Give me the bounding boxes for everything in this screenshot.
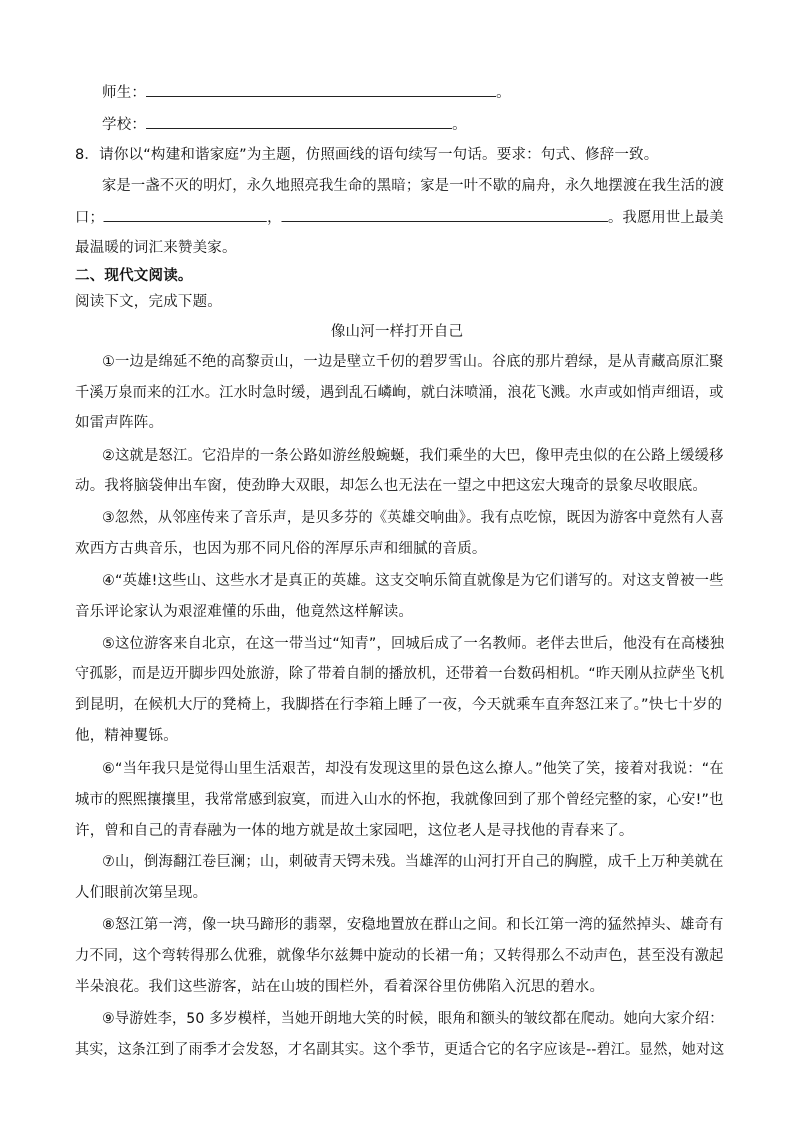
para-8-line-1: ⑧怒江第一湾，像一块马蹄形的翡翠，安稳地置放在群山之间。和长江第一湾的猛然掉头、雄奇有 [102, 917, 724, 933]
para-5-line-3: 到昆明，在候机大厅的凳椅上，我脚搭在行李箱上睡了一夜，今天就乘车直奔怒江来了。”快七十岁的 [75, 697, 723, 713]
school-line [102, 114, 467, 135]
school-line-end: 。 [452, 117, 467, 133]
question-8: 8．请你以“构建和谐家庭”为主题，仿照画线的语句续写一句话。要求：句式、修辞一致。 [75, 147, 659, 163]
para-1-line-2: 千溪万泉而来的江水。江水时急时缓，遇到乱石嶙峋，就白沫喷涌，浪花飞溅。水声或如悄声细语，或 [75, 385, 724, 401]
para-2-line-1: ②这就是怒江。它沿岸的一条公路如游丝般蜿蜒，我们乘坐的大巴，像甲壳虫似的在公路上缓缓移 [102, 448, 724, 464]
q8-line2-end: 。我愿用世上最美 [608, 210, 724, 226]
para-3-line-1: ③忽然，从邻座传来了音乐声，是贝多芬的《英雄交响曲》。我有点吃惊，既因为游客中竟然有人喜 [102, 510, 725, 526]
q8-prompt-line-3: 最温暖的词汇来赞美家。 [75, 240, 237, 256]
para-5-line-4: 他，精神矍铄。 [75, 728, 178, 744]
para-6-line-1: ⑥“当年我只是觉得山里生活艰苦，却没有发现这里的景色这么撩人。”他笑了笑，接着对我说：“在 [102, 761, 724, 777]
q8-answer-blank-2[interactable] [282, 207, 608, 222]
para-5-line-1: ⑤这位游客来自北京，在这一带当过“知青”，回城后成了一名教师。老伴去世后，他没有在高楼独 [102, 636, 725, 652]
para-3-line-2: 欢西方古典音乐，也因为那不同凡俗的浑厚乐声和细腻的音质。 [75, 541, 487, 557]
para-9-line-1: ⑨导游姓李，50 多岁模样，当她开朗地大笑的时候，眼角和额头的皱纹都在爬动。她向大家介绍： [102, 1011, 724, 1027]
school-answer-blank[interactable] [146, 114, 452, 129]
article-title: 像山河一样打开自己 [330, 324, 464, 340]
para-9-line-2: 其实，这条江到了雨季才会发怒，才名副其实。这个季节，更适合它的名字应该是--碧江。显然，她对这 [75, 1042, 725, 1058]
para-2-line-2: 动。我将脑袋伸出车窗，使劲睁大双眼，却怎么也无法在一望之中把这宏大瑰奇的景象尽收眼底。 [75, 478, 708, 494]
teacher-answer-blank[interactable] [146, 82, 496, 97]
teacher-line-end: 。 [496, 85, 511, 101]
para-4-line-2: 音乐评论家认为艰涩难懂的乐曲，他竟然这样解读。 [75, 604, 414, 620]
para-8-line-3: 半朵浪花。我们这些游客，站在山坡的围栏外，看着深谷里仿佛陷入沉思的碧水。 [75, 979, 605, 995]
para-8-line-2: 力不同，这个弯转得那么优雅，就像华尔兹舞中旋动的长裙一角；又转得那么不动声色，甚至没有激起 [75, 948, 724, 964]
q8-line2-comma: ， [267, 210, 282, 226]
para-4-line-1: ④“英雄!这些山、这些水才是真正的英雄。这支交响乐简直就像是为它们谱写的。对这支曾被一些 [102, 573, 724, 589]
section-instruction: 阅读下文，完成下题。 [75, 294, 222, 310]
teacher-label: 师生： [102, 85, 147, 101]
para-5-line-2: 守孤影，而是迈开脚步四处旅游，除了带着自制的播放机，还带着一台数码相机。“昨天刚从拉萨坐飞机 [75, 666, 725, 682]
teacher-line [102, 82, 511, 103]
q8-line2-start: 口； [75, 210, 104, 226]
para-1-line-3: 如雷声阵阵。 [75, 415, 164, 431]
q8-prompt-line-1: 家是一盏不灭的明灯，永久地照亮我生命的黑暗；家是一叶不歇的扁舟，永久地摆渡在我生活的渡 [102, 178, 725, 194]
section-heading: 二、现代文阅读。 [75, 268, 193, 284]
para-6-line-3: 许，曾和自己的青春融为一体的地方就是故土家园吧，这位老人是寻找他的青春来了。 [75, 823, 634, 839]
q8-answer-blank-1[interactable] [104, 207, 267, 222]
para-7-line-2: 人们眼前次第呈现。 [75, 885, 208, 901]
school-label: 学校： [102, 117, 147, 133]
para-7-line-1: ⑦山，倒海翻江卷巨澜；山，刺破青天锷未残。当雄浑的山河打开自己的胸膛，成千上万种美就在 [102, 854, 724, 870]
para-6-line-2: 城市的熙熙攘攘里，我常常感到寂寞，而进入山水的怀抱，我就像回到了那个曾经完整的家，心安!”也 [75, 792, 724, 808]
q8-answer-line [75, 207, 724, 228]
para-1-line-1: ①一边是绵延不绝的高黎贡山，一边是壁立千仞的碧罗雪山。谷底的那片碧绿，是从青藏高原汇聚 [102, 354, 724, 370]
